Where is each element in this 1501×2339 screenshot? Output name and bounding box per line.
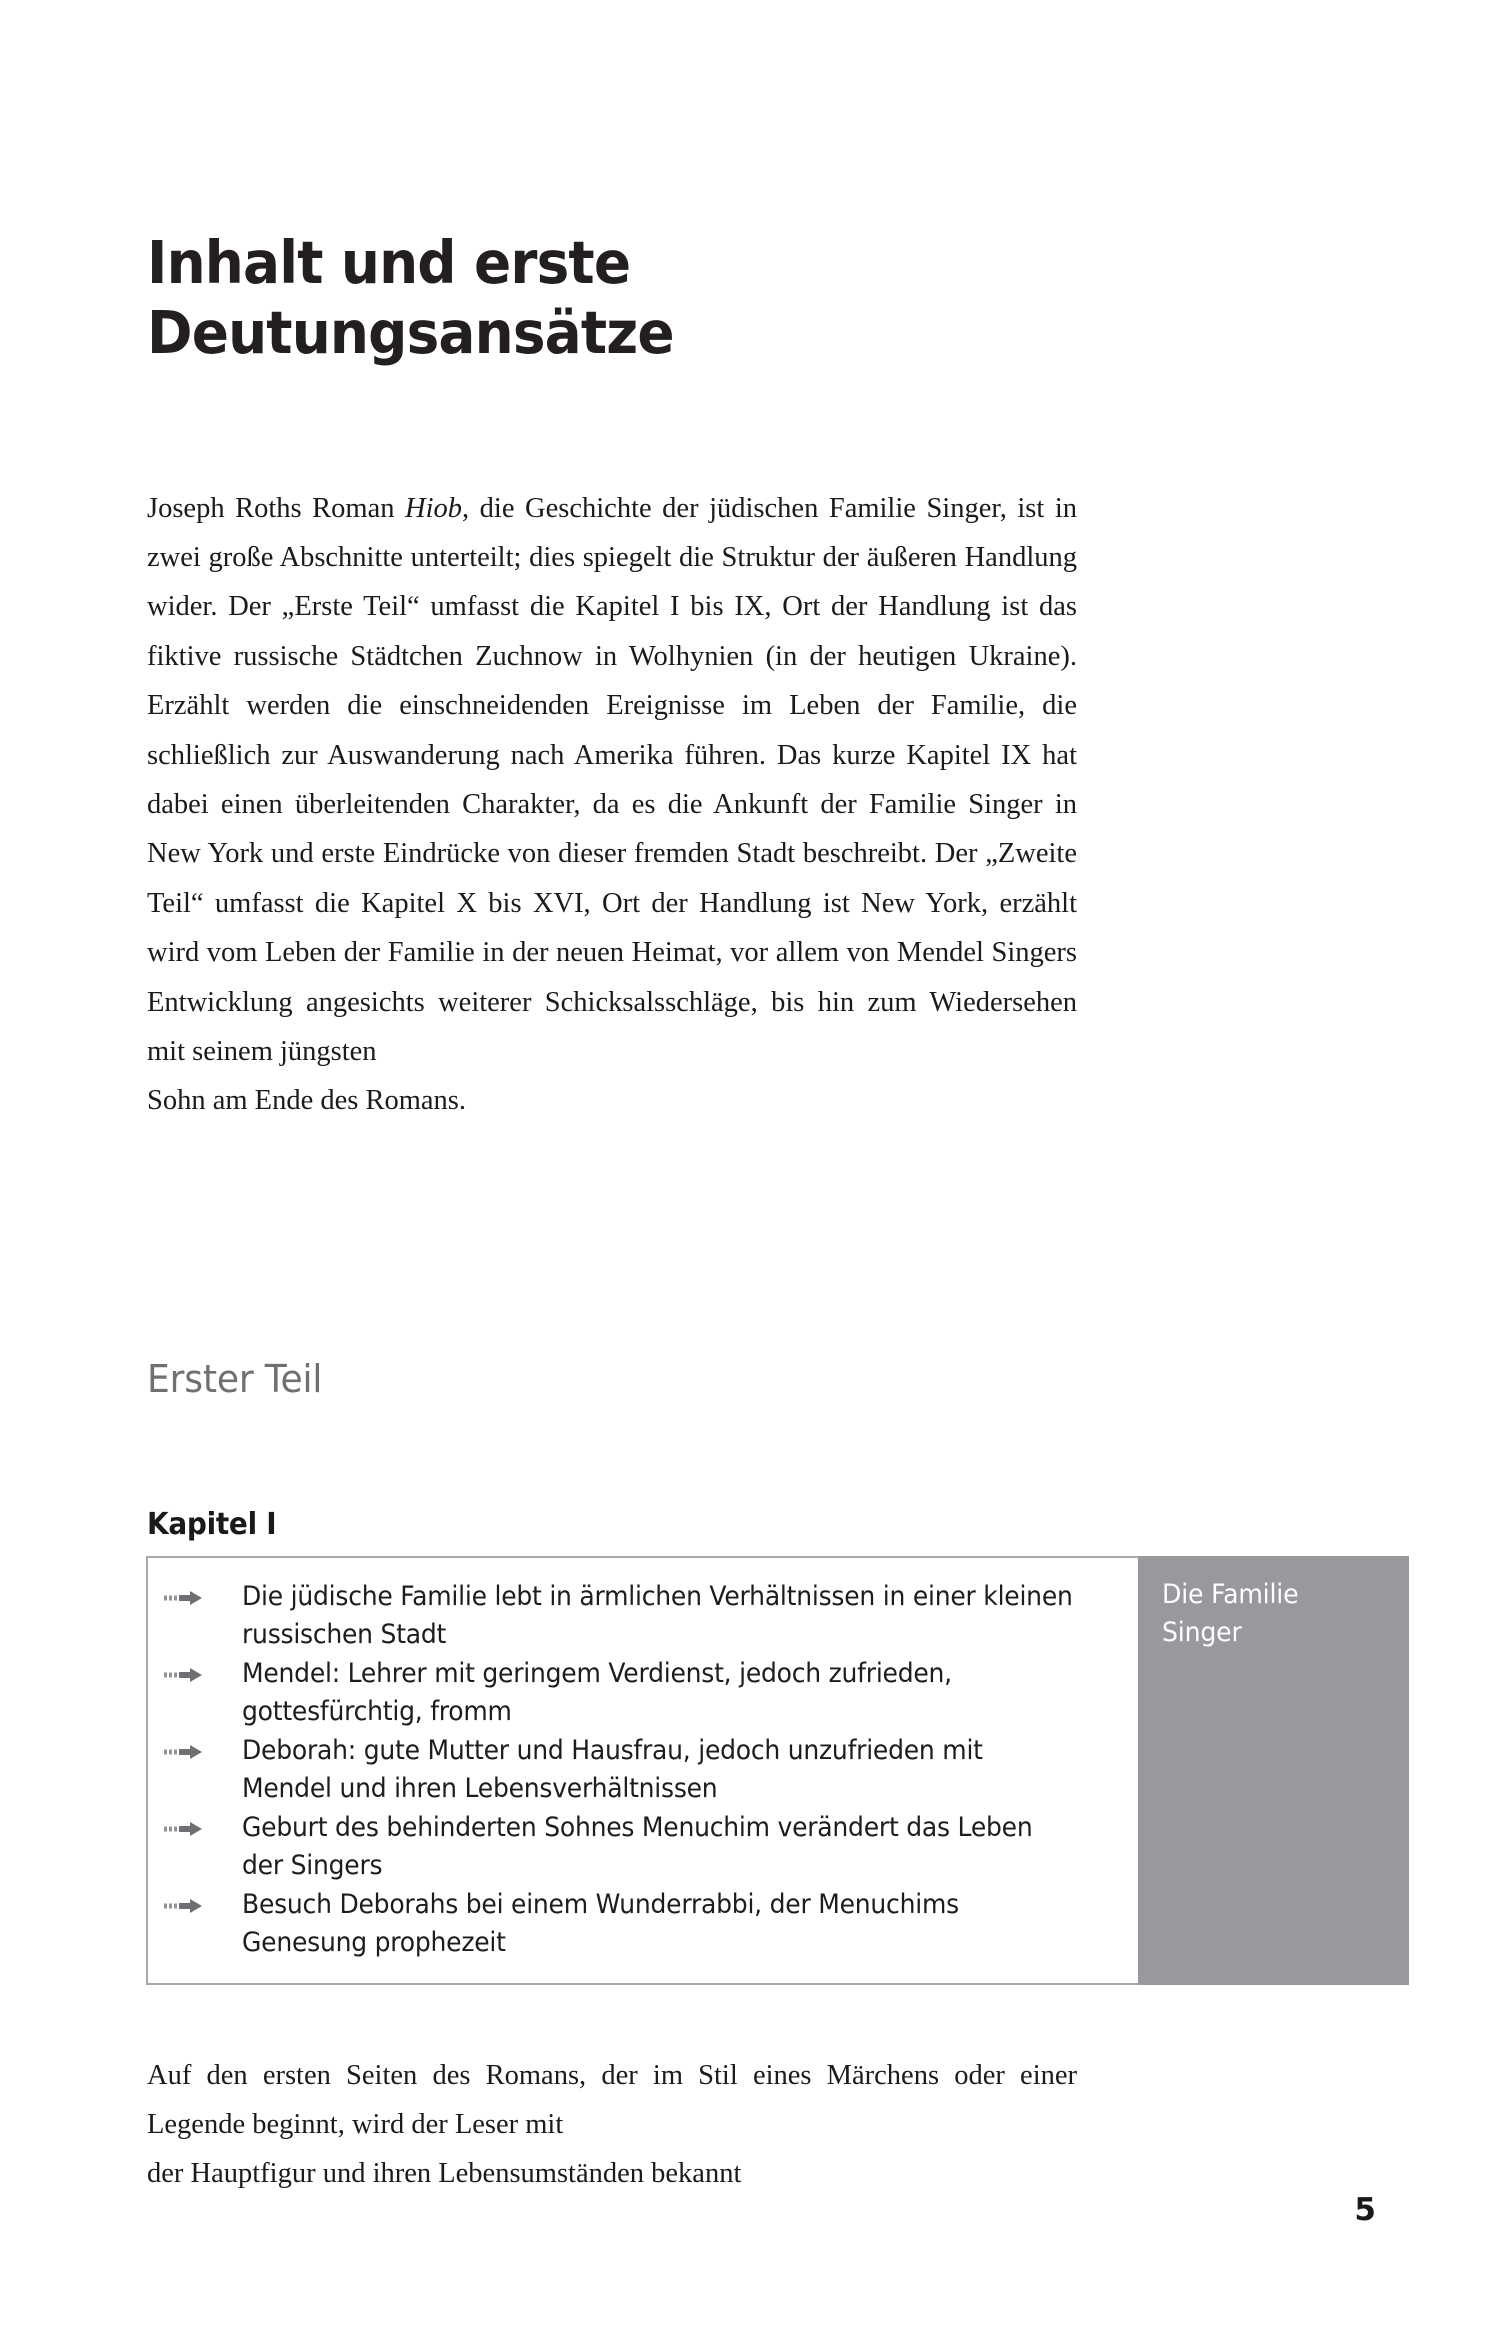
arrow-right-icon — [164, 1578, 242, 1607]
intro-text-part-2: , die Geschichte der jüdischen Familie Singer, ist in zwei große Abschnitte unterteilt; dies spiegelt die Struktur der äußeren Handlung wider. Der „Erste Teil“ umfasst die Kapitel I bis IX, Ort der Handlung ist das fiktive russische Städtchen Zuchnow in Wolhynien (in der heutigen Ukraine). Erzählt werden die einschneidenden Ereignisse im Leben der Familie, die schließlich zur Auswanderung nach Amerika führen. Das kurze Kapitel IX hat dabei einen überleitenden Charakter, da es die Ankunft der Familie Singer in New York und erste Eindrücke von dieser fremden Stadt beschreibt. Der „Zweite Teil“ umfasst die Kapitel X bis XVI, Ort der Handlung ist New York, erzählt wird vom Leben der Familie in der neuen Heimat, vor allem von Mendel Singers Entwicklung angesichts weiterer Schicksalsschläge, bis hin zum Wiedersehen mit seinem jüngsten — [147, 492, 1077, 1067]
summary-tag-line-1: Die Familie — [1162, 1579, 1299, 1610]
list-item — [164, 1578, 1124, 1654]
list-item-label: Geburt des behinderten Sohnes Menuchim verändert das Leben der Singers — [242, 1812, 1033, 1881]
page-title — [147, 228, 854, 368]
closing-paragraph — [147, 2051, 1077, 2199]
closing-text: Auf den ersten Seiten des Romans, der im Stil eines Märchens oder einer Legende beginnt, wird der Leser mit — [147, 2059, 1077, 2140]
summary-box — [146, 1556, 1409, 1985]
arrow-right-icon — [164, 1886, 242, 1915]
list-item-label: Besuch Deborahs bei einem Wunderrabbi, der Menuchims Genesung prophezeit — [242, 1889, 959, 1958]
summary-tag-panel — [1138, 1556, 1409, 1985]
intro-last-line: Sohn am Ende des Romans. — [147, 1085, 467, 1117]
list-item — [164, 1809, 1124, 1885]
summary-tag-line-2: Singer — [1162, 1617, 1242, 1648]
list-item — [164, 1732, 1124, 1808]
list-item — [164, 1886, 1124, 1962]
closing-last-line: der Hauptfigur und ihren Lebensumständen bekannt — [147, 2158, 742, 2190]
list-item-label: Deborah: gute Mutter und Hausfrau, jedoch unzufrieden mit Mendel und ihren Lebensverhältnissen — [242, 1735, 983, 1804]
arrow-right-icon — [164, 1809, 242, 1838]
list-item — [164, 1655, 1124, 1731]
page-title-line-2: Deutungsansätze — [147, 297, 674, 367]
list-item-label: Die jüdische Familie lebt in ärmlichen Verhältnissen in einer kleinen russischen Stadt — [242, 1581, 1073, 1650]
arrow-right-icon — [164, 1732, 242, 1761]
intro-paragraph — [147, 484, 1077, 1126]
novel-title-italic: Hiob — [405, 492, 463, 524]
chapter-heading: Kapitel I — [147, 1507, 277, 1542]
page-number: 5 — [1354, 2192, 1376, 2228]
intro-text-part-1: Joseph Roths Roman — [147, 492, 406, 524]
list-item-label: Mendel: Lehrer mit geringem Verdienst, jedoch zufrieden, gottesfürchtig, fromm — [242, 1658, 952, 1727]
summary-bullet-list — [148, 1558, 1138, 1983]
page-title-line-1: Inhalt und erste — [147, 227, 631, 297]
arrow-right-icon — [164, 1655, 242, 1684]
part-heading: Erster Teil — [147, 1356, 323, 1401]
